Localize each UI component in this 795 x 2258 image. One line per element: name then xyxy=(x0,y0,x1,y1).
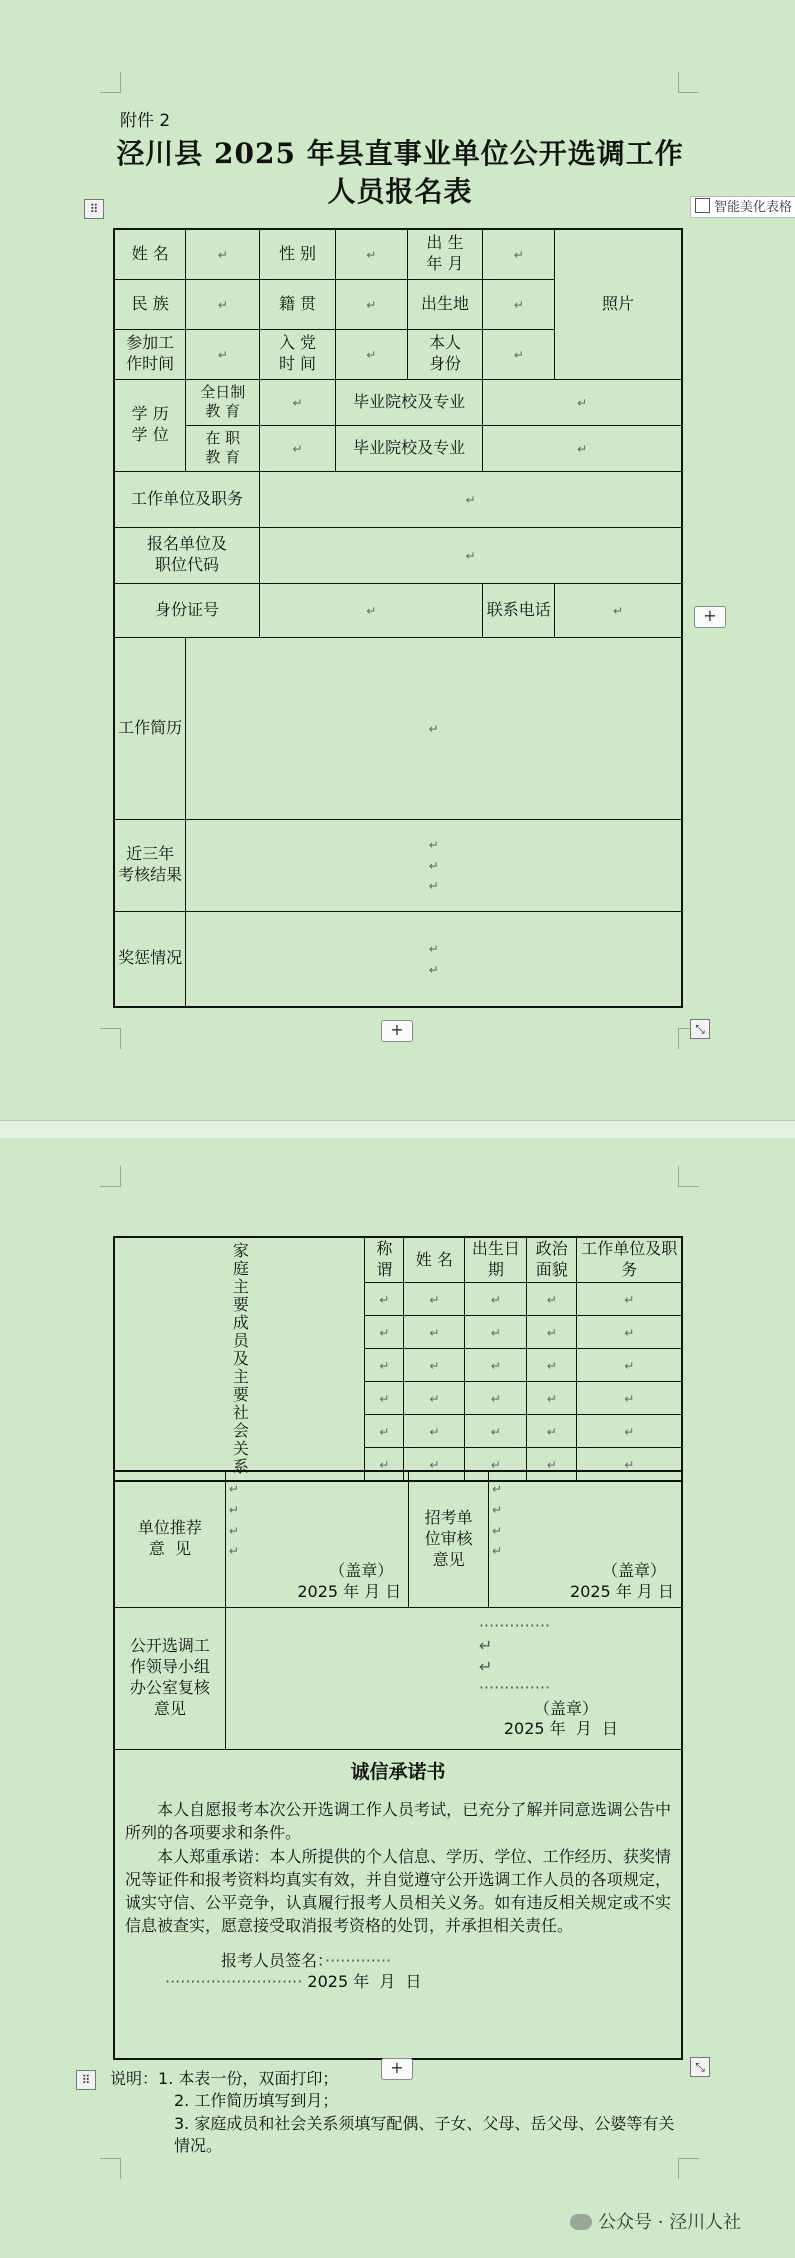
family-cell[interactable]: ↵ xyxy=(577,1282,682,1315)
family-cell[interactable]: ↵ xyxy=(577,1316,682,1349)
promise-section: 诚信承诺书 本人自愿报考本次公开选调工作人员考试，已充分了解并同意选调公告中所列的各项要求和条件。 本人郑重承诺：本人所提供的个人信息、学历、学位、工作经历、获奖情况等证件和报考资料均真实有效，并自觉遵守公开选调工作人员的各项规定，诚实守信、公平竞争，认真履行报考人员相关义务。如有违反相关规定或不实信息被查实，愿意接受取消报考资格的处罚，并承担相关责任。 报考人员签名：············· ··························· 2025 年 月 日 xyxy=(114,1749,682,2059)
education-degree-label: 学 历 学 位 xyxy=(114,379,186,471)
family-cell[interactable]: ↵ xyxy=(365,1316,404,1349)
fulltime-edu-field[interactable]: ↵ xyxy=(260,379,336,425)
school-major-label-2: 毕业院校及专业 xyxy=(335,425,482,471)
name-field[interactable]: ↵ xyxy=(186,229,260,279)
parttime-edu-label: 在 职 教 育 xyxy=(186,425,260,471)
native-place-field[interactable]: ↵ xyxy=(335,279,407,329)
work-unit-position-field[interactable]: ↵ xyxy=(260,471,682,527)
add-column-button[interactable]: + xyxy=(694,606,726,628)
party-join-label: 入 党 时 间 xyxy=(260,329,336,379)
registration-table xyxy=(113,228,683,1008)
family-header-political: 政治 面貌 xyxy=(527,1237,577,1282)
notes-label: 说明： xyxy=(110,2069,159,2088)
party-join-field[interactable]: ↵ xyxy=(335,329,407,379)
family-header-work: 工作单位及职务 xyxy=(577,1237,682,1282)
resume-field[interactable]: ↵ xyxy=(186,637,682,819)
crop-mark xyxy=(678,2158,699,2179)
work-start-field[interactable]: ↵ xyxy=(186,329,260,379)
family-label: 家庭主要成员及主要社会关系 xyxy=(114,1237,365,1481)
add-row-button[interactable]: + xyxy=(381,1020,413,1042)
work-start-label: 参加工 作时间 xyxy=(114,329,186,379)
family-cell[interactable]: ↵ xyxy=(365,1382,404,1415)
family-cell[interactable]: ↵ xyxy=(465,1448,527,1481)
family-cell[interactable]: ↵ xyxy=(404,1316,465,1349)
page-title-line2: 人员报名表 xyxy=(327,175,473,208)
unit-recommend-field[interactable]: ↵ ↵ ↵ ↵ （盖章） 2025 年 月 日 xyxy=(225,1471,408,1607)
family-cell[interactable]: ↵ xyxy=(577,1382,682,1415)
family-cell[interactable]: ↵ xyxy=(527,1282,577,1315)
family-cell[interactable]: ↵ xyxy=(465,1382,527,1415)
parttime-edu-field[interactable]: ↵ xyxy=(260,425,336,471)
leading-group-field[interactable]: ·············· ↵ ↵ ·············· （盖章） 2025 年 月 日 xyxy=(225,1607,682,1749)
page-title-line1: 泾川县 2025 年县直事业单位公开选调工作 xyxy=(116,137,684,170)
unit-recommend-label: 单位推荐 意 见 xyxy=(114,1471,225,1607)
rewards-field[interactable]: ↵ ↵ xyxy=(186,911,682,1007)
name-label: 姓 名 xyxy=(114,229,186,279)
date-group: 2025 年 月 日 xyxy=(503,1719,618,1739)
paragraph-move-handle[interactable]: ⠿ xyxy=(76,2070,96,2090)
recruit-review-label: 招考单 位审核 意见 xyxy=(409,1471,489,1607)
table-icon xyxy=(695,198,710,213)
school-major-label: 毕业院校及专业 xyxy=(335,379,482,425)
family-cell[interactable]: ↵ xyxy=(527,1448,577,1481)
date-right: 2025 年 月 日 xyxy=(570,1581,674,1601)
family-cell[interactable]: ↵ xyxy=(465,1316,527,1349)
smart-beautify-button[interactable] xyxy=(690,196,795,218)
identity-label: 本人 身份 xyxy=(407,329,483,379)
attachment-label: 附件 2 xyxy=(120,111,171,131)
birthplace-label: 出生地 xyxy=(407,279,483,329)
family-cell[interactable]: ↵ xyxy=(577,1448,682,1481)
apply-unit-code-label: 报名单位及 职位代码 xyxy=(114,527,260,583)
crop-mark xyxy=(100,1166,121,1187)
phone-label: 联系电话 xyxy=(483,583,555,637)
ethnicity-label: 民 族 xyxy=(114,279,186,329)
crop-mark xyxy=(678,1166,699,1187)
page-1 xyxy=(0,0,795,1120)
note-3: 3. 家庭成员和社会关系须填写配偶、子女、父母、岳父母、公婆等有关情况。 xyxy=(174,2113,675,2156)
review-table xyxy=(113,1470,683,2060)
gender-label: 性 别 xyxy=(260,229,336,279)
fulltime-edu-label: 全日制 教 育 xyxy=(186,379,260,425)
note-2: 2. 工作简历填写到月； xyxy=(174,2091,339,2111)
add-row-button-2[interactable]: + xyxy=(381,2058,413,2080)
family-cell[interactable]: ↵ xyxy=(577,1415,682,1448)
parttime-school-field[interactable]: ↵ xyxy=(483,425,682,471)
family-cell[interactable]: ↵ xyxy=(404,1282,465,1315)
wechat-icon xyxy=(570,2214,592,2230)
fulltime-school-field[interactable]: ↵ xyxy=(483,379,682,425)
family-cell[interactable]: ↵ xyxy=(365,1415,404,1448)
id-number-label: 身份证号 xyxy=(114,583,260,637)
signature-label: 报考人员签名： xyxy=(221,1951,326,1971)
resume-label: 工作简历 xyxy=(114,637,186,819)
assessment-label: 近三年 考核结果 xyxy=(114,819,186,911)
family-cell[interactable]: ↵ xyxy=(365,1349,404,1382)
id-number-field[interactable]: ↵ xyxy=(260,583,483,637)
identity-field[interactable]: ↵ xyxy=(483,329,555,379)
family-cell[interactable]: ↵ xyxy=(527,1382,577,1415)
smart-beautify-label: 智能美化表格 xyxy=(714,200,793,215)
watermark-text: 公众号 · 泾川人社 xyxy=(598,2212,742,2233)
crop-mark xyxy=(100,2158,121,2179)
table-resize-handle-2[interactable]: ⤡ xyxy=(690,2057,710,2077)
seal-text-right: （盖章） xyxy=(601,1561,666,1581)
family-cell[interactable]: ↵ xyxy=(465,1282,527,1315)
assessment-field[interactable]: ↵ ↵ ↵ xyxy=(186,819,682,911)
table-move-handle[interactable]: ⠿ xyxy=(84,199,104,219)
family-cell[interactable]: ↵ xyxy=(365,1448,404,1481)
family-cell[interactable]: ↵ xyxy=(465,1415,527,1448)
note-1: 1. 本表一份，双面打印； xyxy=(158,2069,339,2088)
family-cell[interactable]: ↵ xyxy=(404,1448,465,1481)
family-cell[interactable]: ↵ xyxy=(365,1282,404,1315)
promise-title: 诚信承诺书 xyxy=(350,1760,446,1783)
family-cell[interactable]: ↵ xyxy=(527,1415,577,1448)
crop-mark xyxy=(100,1028,121,1049)
family-header-birth: 出生日期 xyxy=(465,1237,527,1282)
date-left: 2025 年 月 日 xyxy=(297,1581,402,1601)
family-header-name: 姓 名 xyxy=(404,1237,465,1282)
recruit-review-field[interactable]: ↵ ↵ ↵ ↵ （盖章） 2025 年 月 日 xyxy=(489,1471,682,1607)
work-unit-position-label: 工作单位及职务 xyxy=(114,471,260,527)
seal-group: （盖章） xyxy=(533,1698,598,1718)
page-gap xyxy=(0,1120,795,1140)
family-cell[interactable]: ↵ xyxy=(404,1349,465,1382)
family-cell[interactable]: ↵ xyxy=(527,1349,577,1382)
promise-paragraph-2: 本人郑重承诺：本人所提供的个人信息、学历、学位、工作经历、获奖情况等证件和报考资料均真实有效，并自觉遵守公开选调工作人员的各项规定，诚实守信、公平竞争，认真履行报考人员相关义务。如有违反相关规定或不实信息被查实，愿意接受取消报考资格的处罚，并承担相关责任。 xyxy=(125,1846,671,1936)
date-sign: 2025 年 月 日 xyxy=(307,1972,422,1992)
crop-mark xyxy=(678,72,699,93)
phone-field[interactable]: ↵ xyxy=(555,583,682,637)
family-header-relation: 称谓 xyxy=(365,1237,404,1282)
notes-section xyxy=(110,2068,690,2158)
seal-text: （盖章） xyxy=(329,1561,394,1581)
native-place-label: 籍 贯 xyxy=(260,279,336,329)
family-cell[interactable]: ↵ xyxy=(577,1349,682,1382)
promise-paragraph-1: 本人自愿报考本次公开选调工作人员考试，已充分了解并同意选调公告中所列的各项要求和条件。 xyxy=(125,1800,671,1843)
birth-date-label: 出 生 年 月 xyxy=(407,229,483,279)
apply-unit-code-field[interactable]: ↵ xyxy=(260,527,682,583)
birthplace-field[interactable]: ↵ xyxy=(483,279,555,329)
watermark xyxy=(570,2208,741,2234)
rewards-label: 奖惩情况 xyxy=(114,911,186,1007)
family-cell[interactable]: ↵ xyxy=(465,1349,527,1382)
crop-mark xyxy=(100,72,121,93)
family-cell[interactable]: ↵ xyxy=(404,1382,465,1415)
family-cell[interactable]: ↵ xyxy=(404,1415,465,1448)
ethnicity-field[interactable]: ↵ xyxy=(186,279,260,329)
gender-field[interactable]: ↵ xyxy=(335,229,407,279)
family-table xyxy=(113,1236,683,1482)
family-cell[interactable]: ↵ xyxy=(527,1316,577,1349)
leading-group-label: 公开选调工 作领导小组 办公室复核 意见 xyxy=(114,1607,225,1749)
table-resize-handle[interactable]: ⤡ xyxy=(690,1019,710,1039)
photo-cell[interactable]: 照片 xyxy=(555,229,682,379)
birth-date-field[interactable]: ↵ xyxy=(483,229,555,279)
